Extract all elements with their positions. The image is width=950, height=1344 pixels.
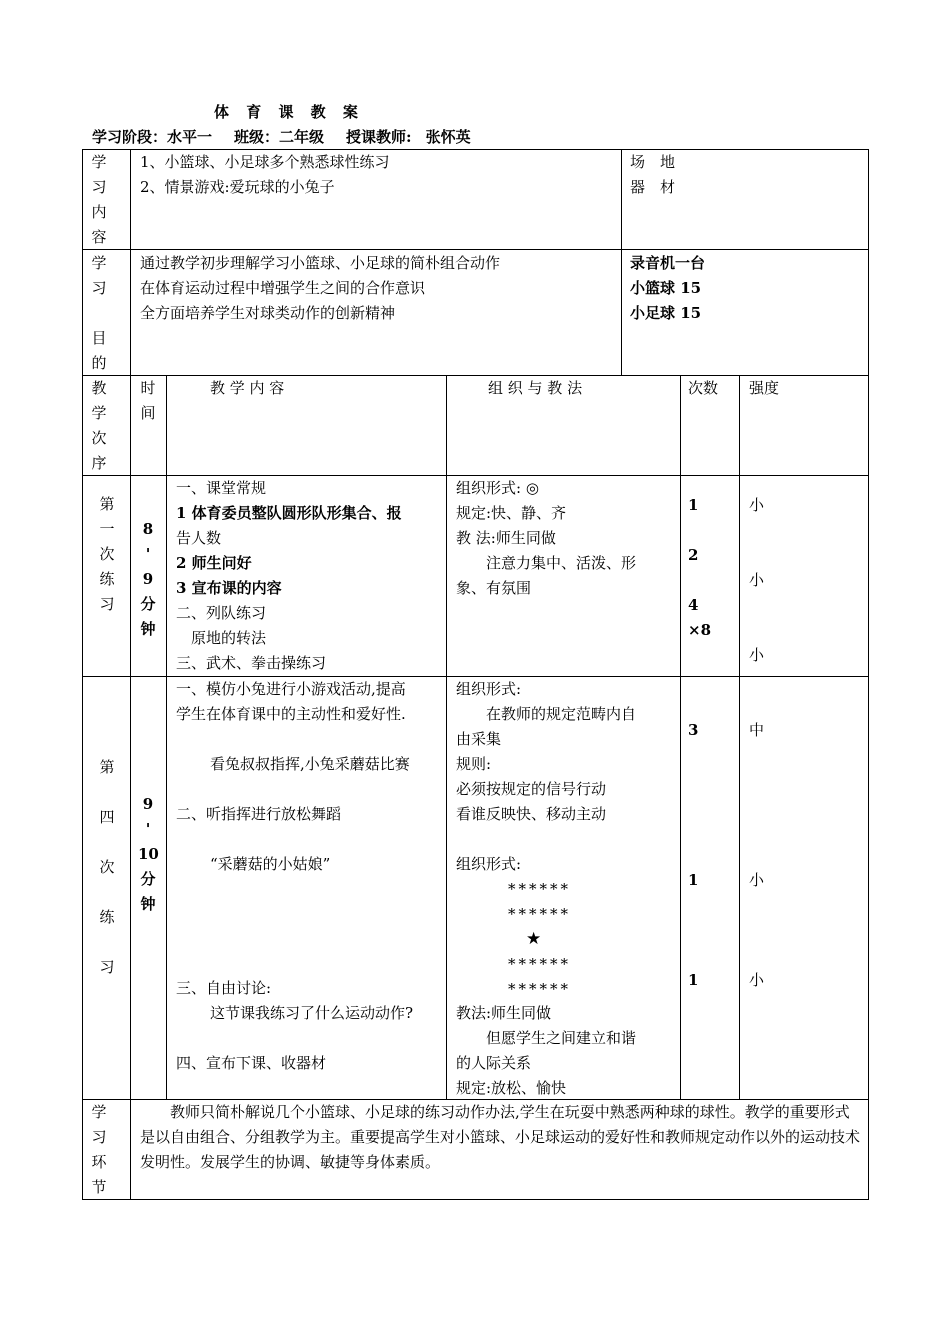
col-divider <box>680 375 681 1099</box>
row-divider <box>82 249 869 250</box>
col-divider <box>130 149 131 1200</box>
goal-line-3: 全方面培养学生对球类动作的创新精神 <box>140 304 396 322</box>
page-title: 体 育 课 教 案 <box>214 103 364 121</box>
s2-content-1b: 学生在体育课中的主动性和爱好性. <box>176 705 406 723</box>
method-header: 组 织 与 教 法 <box>488 379 583 397</box>
section1-time: 8 ' 9 分 钟 <box>140 520 156 638</box>
goals-label-bottom: 目 的 <box>91 329 107 372</box>
equipment-item-1: 录音机一台 <box>630 254 706 272</box>
s1-count-2: 2 <box>688 546 699 564</box>
time-header: 时 间 <box>140 379 156 422</box>
s2-method-form1b: 由采集 <box>456 730 502 748</box>
stage-text: 学习阶段：水平一 <box>92 128 213 146</box>
s2-method-form1: 组织形式: <box>456 680 522 698</box>
teacher-name: 张怀英 <box>425 128 471 146</box>
col-divider <box>166 375 167 1099</box>
student-star-row: ****** <box>508 955 571 973</box>
goal-line-2: 在体育运动过程中增强学生之间的合作意识 <box>140 279 426 297</box>
goals-label-top: 学 习 <box>91 254 107 297</box>
s2-content-1a: 一、模仿小兔进行小游戏活动,提高 <box>176 680 406 698</box>
count-header: 次数 <box>688 379 719 397</box>
s1-content-7: 原地的转法 <box>176 629 267 647</box>
s2-method-teach1: 但愿学生之间建立和谐 <box>456 1029 637 1047</box>
s2-method-form1a: 在教师的规定范畴内自 <box>456 705 637 723</box>
s2-method-rules: 规则: <box>456 755 492 773</box>
student-star-row: ****** <box>508 880 571 898</box>
s2-content-3: 三、自由讨论: <box>176 979 272 997</box>
content-line-1: 1、小篮球、小足球多个熟悉球性练习 <box>140 153 390 171</box>
s1-count-4: ×8 <box>688 621 712 639</box>
s1-content-8: 三、武术、拳击操练习 <box>176 654 327 672</box>
section2-label: 第 四 次 练 习 <box>99 758 115 976</box>
s2-content-2b: “采蘑菇的小姑娘” <box>210 855 331 873</box>
s1-method-4: 注意力集中、活泼、形 <box>456 554 637 572</box>
s1-content-2: 1 体育委员整队圆形队形集合、报 <box>176 504 402 522</box>
summary-text: 教师只简朴解说几个小篮球、小足球的练习动作办法,学生在玩耍中熟悉两种球的球性。教学的重要形式是以自由组合、分组教学为主。重要提高学生对小篮球、小足球运动的爱好性和教师规定动作以外的运动技术发明性。发展学生的协调、敏捷等身体素质。 <box>140 1103 861 1171</box>
col-divider <box>621 149 622 375</box>
s2-method-form2: 组织形式: <box>456 855 522 873</box>
s2-method-rules2: 看谁反映快、移动主动 <box>456 805 607 823</box>
student-star-row: ****** <box>508 905 571 923</box>
s1-intensity-3: 小 <box>749 646 765 664</box>
s1-content-4: 2 师生问好 <box>176 554 252 572</box>
section1-label: 第 一 次 练 习 <box>99 495 115 613</box>
s1-method-2: 规定:快、静、齐 <box>456 504 567 522</box>
s1-intensity-2: 小 <box>749 571 765 589</box>
grade-text: 班级：二年级 <box>234 128 325 146</box>
s1-content-3: 告人数 <box>176 529 222 547</box>
s2-content-2: 二、听指挥进行放松舞蹈 <box>176 805 342 823</box>
equipment-item-2: 小篮球 15 <box>630 279 702 297</box>
s1-intensity-1: 小 <box>749 496 765 514</box>
s1-method-3: 教 法:师生同做 <box>456 529 556 547</box>
s1-content-6: 二、列队练习 <box>176 604 267 622</box>
col-divider <box>739 375 740 1099</box>
order-header: 教 学 次 序 <box>91 379 107 472</box>
s1-method-5: 象、有氛围 <box>456 579 532 597</box>
s2-count-2: 1 <box>688 871 699 889</box>
goal-line-1: 通过教学初步理解学习小篮球、小足球的简朴组合动作 <box>140 254 501 272</box>
col-divider <box>446 375 447 1099</box>
s2-intensity-2: 小 <box>749 871 765 889</box>
student-star-row: ****** <box>508 980 571 998</box>
s2-content-1c: 看兔叔叔指挥,小兔采蘑菇比赛 <box>210 755 410 773</box>
s2-intensity-1: 中 <box>749 721 765 739</box>
s2-intensity-3: 小 <box>749 971 765 989</box>
venue-label: 场 地 <box>630 153 676 171</box>
s1-count-3: 4 <box>688 596 699 614</box>
s1-count-1: 1 <box>688 496 699 514</box>
s2-count-3: 1 <box>688 971 699 989</box>
teaching-header: 教 学 内 容 <box>210 379 285 397</box>
content-label: 学 习 内 容 <box>91 153 107 246</box>
intensity-header: 强度 <box>749 379 780 397</box>
s2-content-4: 四、宣布下课、收器材 <box>176 1054 327 1072</box>
equipment-item-3: 小足球 15 <box>630 304 702 322</box>
equipment-label: 器 材 <box>630 178 676 196</box>
s2-method-rule-end: 规定:放松、愉快 <box>456 1079 567 1097</box>
s2-method-teach2: 的人际关系 <box>456 1054 532 1072</box>
s2-method-teach: 教法:师生同做 <box>456 1004 552 1022</box>
s1-content-5: 3 宣布课的内容 <box>176 579 282 597</box>
content-line-2: 2、情景游戏:爱玩球的小兔子 <box>140 178 335 196</box>
teacher-star-icon: ★ <box>526 929 542 949</box>
s2-method-rules1: 必须按规定的信号行动 <box>456 780 607 798</box>
teacher-label: 授课教师: <box>346 128 412 146</box>
lesson-header <box>92 126 493 147</box>
s1-content-1: 一、课堂常规 <box>176 479 267 497</box>
s2-content-3b: 这节课我练习了什么运动动作? <box>210 1004 414 1022</box>
summary-label: 学 习 环 节 <box>91 1103 107 1196</box>
s1-method-1: 组织形式: ◎ <box>456 479 539 497</box>
section2-time: 9 ' 10 分 钟 <box>138 795 159 913</box>
s2-count-1: 3 <box>688 721 699 739</box>
